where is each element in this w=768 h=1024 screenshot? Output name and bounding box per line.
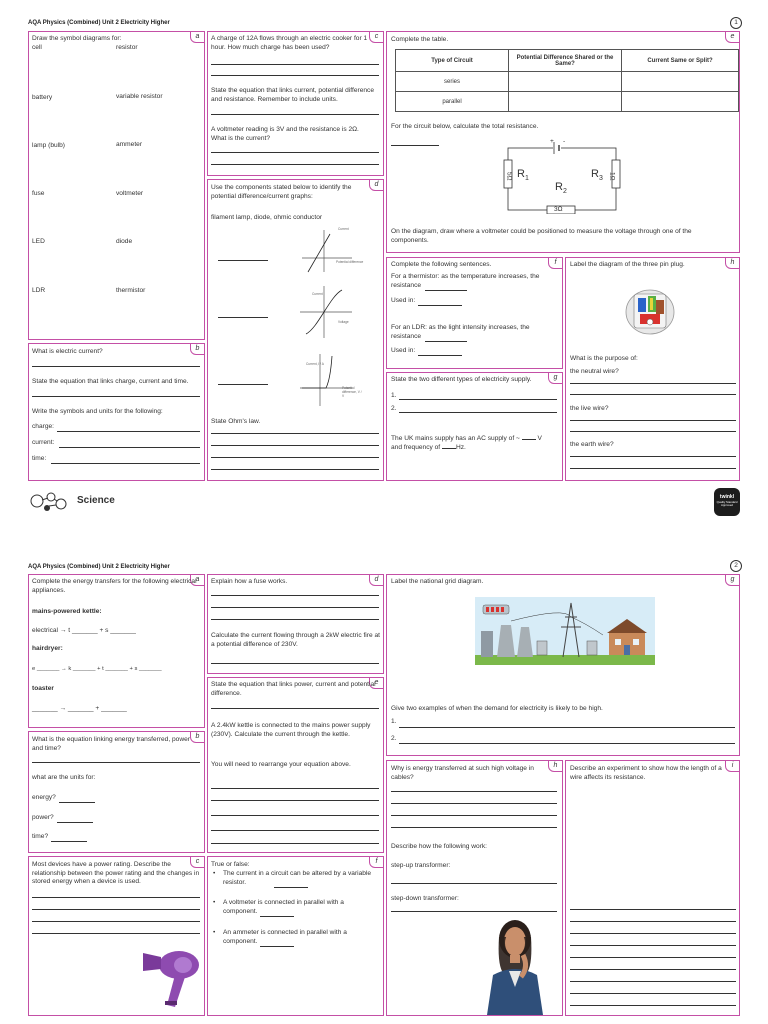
- p2-f-bullet-2: •: [213, 899, 216, 906]
- p2-b-power: power?: [32, 814, 54, 821]
- p1-h-line-6[interactable]: [570, 468, 736, 469]
- p1-e-q2: For the circuit below, calculate the total resistance.: [391, 123, 539, 130]
- p1-e-r2-sub: 2: [562, 188, 567, 196]
- p2-box-g-grid: [386, 574, 740, 756]
- p1-d-g2-top: Current: [312, 292, 323, 296]
- p2-h-q2: Describe how the following work:: [391, 843, 488, 850]
- p2-b-q2: what are the units for:: [32, 774, 96, 781]
- p2-f-b1: The current in a circuit can be altered by a variable resistor.: [223, 870, 372, 886]
- p1-box-f-sentences: [386, 257, 563, 369]
- p1-h-line-4[interactable]: [570, 431, 736, 432]
- p2-box-a-tag: a: [190, 574, 205, 586]
- p2-h-q1: Why is energy transferred at such high voltage in cables?: [391, 765, 534, 781]
- p1-e-r1-value: 5Ω: [505, 172, 513, 181]
- p2-b-q1: What is the equation linking energy transferred, power and time?: [32, 736, 190, 752]
- p1-e-r3-sub: 3: [598, 175, 603, 183]
- p1-g-line-2[interactable]: [399, 412, 557, 413]
- p1-e-minus: -: [563, 138, 566, 145]
- p1-g-q2d: Hz.: [455, 443, 466, 451]
- p1-d-answer-2[interactable]: [218, 317, 268, 318]
- p2-i-q1: Describe an experiment to show how the length of a wire affects its resistance.: [570, 765, 722, 781]
- p2-box-e-tag: e: [369, 677, 384, 689]
- girl-thinking-image: [475, 917, 555, 1015]
- p1-e-r2-value: 3Ω: [554, 206, 563, 213]
- p1-f-line-1[interactable]: [425, 290, 467, 291]
- p1-d-g1-top: Current: [338, 227, 349, 231]
- p2-d-line-1[interactable]: [211, 595, 379, 596]
- p2-g-q2: Give two examples of when the demand for electricity is likely to be high.: [391, 705, 603, 712]
- p1-table-row-parallel: parallel: [396, 92, 509, 112]
- p1-a-left-4: LED: [32, 238, 45, 245]
- p2-i-line-8[interactable]: [570, 993, 736, 994]
- p1-graph-diode: [296, 352, 356, 408]
- p1-e-r1: [517, 168, 529, 185]
- p2-f-line-1[interactable]: [274, 887, 308, 888]
- p2-g-n2: 2.: [391, 735, 397, 742]
- p1-box-c-charge-calc: [207, 31, 384, 176]
- p2-a-toaster-line: _______ → _______ + _______: [32, 705, 127, 712]
- p2-e-q2: A 2.4kW kettle is connected to the mains power supply (230V). Calculate the current through the kettle.: [211, 722, 371, 738]
- p1-h-q4: the live wire?: [570, 405, 609, 412]
- p2-e-line-5[interactable]: [211, 830, 379, 831]
- p2-a-hairdryer-line: e _______ → k _______ + t _______ + s _______: [32, 666, 162, 672]
- p2-a-q1: Complete the energy transfers for the following electrical appliances.: [32, 578, 197, 594]
- p1-e-r1-sub: 1: [524, 175, 529, 183]
- p2-h-line-4[interactable]: [391, 827, 557, 828]
- p2-i-line-5[interactable]: [570, 957, 736, 958]
- p1-h-q1: Label the diagram of the three pin plug.: [570, 261, 685, 268]
- p2-c-line-3[interactable]: [32, 921, 200, 922]
- p2-c-q1: Most devices have a power rating. Describe the relationship between the power rating and the changes in stored energy when a device is used.: [32, 861, 200, 886]
- p2-f-bullet-1: •: [213, 870, 216, 877]
- p1-f-used2: Used in:: [391, 347, 416, 354]
- p2-b-power-line[interactable]: [57, 822, 93, 823]
- p1-box-h-tag: h: [725, 257, 740, 269]
- p1-h-q5: the earth wire?: [570, 441, 614, 448]
- p1-table-row-series: series: [396, 72, 509, 92]
- p1-c-line-4[interactable]: [211, 152, 379, 153]
- p1-a-left-2: lamp (bulb): [32, 142, 65, 149]
- p2-e-line-1[interactable]: [211, 708, 379, 709]
- p1-table-cell-series-pd[interactable]: [509, 72, 622, 92]
- p1-a-right-0: resistor: [116, 44, 138, 51]
- p2-i-line-9[interactable]: [570, 1005, 736, 1006]
- p1-g-blank-hz[interactable]: [442, 448, 456, 449]
- p1-a-left-3: fuse: [32, 190, 45, 197]
- p1-circuit-table: [395, 49, 739, 112]
- p1-table-cell-parallel-pd[interactable]: [509, 92, 622, 112]
- p2-e-line-6[interactable]: [211, 843, 379, 844]
- p1-c-line-3[interactable]: [211, 114, 379, 115]
- p1-f-line-4[interactable]: [418, 355, 462, 356]
- p1-box-e-tag: e: [725, 31, 740, 43]
- p1-e-r2-letter: R: [555, 181, 563, 193]
- science-label: Science: [77, 495, 115, 506]
- p1-b-charge: charge:: [32, 423, 54, 430]
- p2-a-kettle-line: electrical → t _______ + s _______: [32, 627, 136, 634]
- p1-f-q2: For a thermistor: as the temperature increases, the resistance: [391, 273, 540, 289]
- p1-box-a-symbols: [28, 31, 205, 340]
- p1-box-b-tag: b: [190, 343, 205, 355]
- p1-e-r2: [555, 181, 567, 198]
- p1-d-q1: Use the components stated below to identify the potential difference/current graphs:: [211, 184, 352, 200]
- p1-g-q2c: and frequency of: [391, 443, 441, 451]
- p2-g-q1: Label the national grid diagram.: [391, 578, 484, 585]
- p2-c-line-4[interactable]: [32, 933, 200, 934]
- national-grid-image: [475, 597, 655, 665]
- p1-h-line-2[interactable]: [570, 394, 736, 395]
- p1-a-left-0: cell: [32, 44, 42, 51]
- p2-e-line-2[interactable]: [211, 788, 379, 789]
- p2-box-i-tag: i: [725, 760, 740, 772]
- p1-box-a-tag: a: [190, 31, 205, 43]
- p1-d-g1-right: Potential difference: [336, 260, 364, 264]
- p1-a-right-3: voltmeter: [116, 190, 144, 197]
- p1-d-answer-1[interactable]: [218, 260, 268, 261]
- p2-f-line-2[interactable]: [260, 916, 294, 917]
- p2-c-line-2[interactable]: [32, 909, 200, 910]
- p1-h-q2: What is the purpose of:: [570, 355, 638, 362]
- p1-c-line-1[interactable]: [211, 64, 379, 65]
- p1-e-r3-letter: R: [591, 168, 599, 180]
- p1-b-line-1[interactable]: [32, 366, 200, 367]
- p1-b-time-line[interactable]: [51, 463, 200, 464]
- p1-c-q2: State the equation that links current, potential difference and resistance. Remember to include units.: [211, 87, 374, 103]
- p1-box-g-supply: [386, 372, 563, 481]
- p2-c-line-1[interactable]: [32, 897, 200, 898]
- p2-b-energy: energy?: [32, 794, 56, 801]
- p2-box-h-tag: h: [548, 760, 563, 772]
- p2-f-q1: True or false:: [211, 861, 250, 868]
- p1-box-b-current: [28, 343, 205, 481]
- p1-b-current-label: current:: [32, 439, 55, 446]
- p1-d-g3-top: Current, I / A: [306, 362, 324, 366]
- hairdryer-image: [139, 945, 201, 1009]
- page1-number: 1: [730, 17, 742, 29]
- p2-box-c-tag: c: [190, 856, 205, 868]
- plug-image: [624, 284, 676, 336]
- p1-g-q2b: V: [537, 435, 542, 442]
- p1-f-line-3[interactable]: [425, 341, 467, 342]
- p2-b-time-line[interactable]: [51, 841, 87, 842]
- p1-table-header-pd: Potential Difference Shared or the Same?: [509, 50, 622, 72]
- p2-a-toaster: toaster: [32, 685, 54, 692]
- p1-a-right-1: variable resistor: [116, 93, 163, 100]
- p1-c-q3: A voltmeter reading is 3V and the resistance is 2Ω. What is the current?: [211, 126, 359, 142]
- p2-box-d-tag: d: [369, 574, 384, 586]
- p1-d-ohm: State Ohm's law.: [211, 418, 261, 425]
- p1-box-e-circuits: [386, 31, 740, 253]
- p1-d-g2-right: Voltage: [338, 320, 349, 324]
- p2-e-q1: State the equation that links power, current and potential difference.: [211, 681, 376, 697]
- p2-box-f-tag: f: [369, 856, 384, 868]
- p2-box-i-experiment: [565, 760, 740, 1016]
- p1-a-right-2: ammeter: [116, 141, 143, 148]
- p1-b-charge-line[interactable]: [57, 431, 200, 432]
- p2-h-line-2[interactable]: [391, 803, 557, 804]
- p2-i-line-4[interactable]: [570, 945, 736, 946]
- p1-h-line-1[interactable]: [570, 383, 736, 384]
- p2-h-line-6[interactable]: [391, 911, 557, 912]
- p1-f-q3: For an LDR: as the light intensity increases, the resistance: [391, 324, 530, 340]
- p1-e-r3-value: 1Ω: [608, 172, 616, 181]
- p2-d-line-3[interactable]: [211, 619, 379, 620]
- p2-box-a-energy: [28, 574, 205, 728]
- p1-d-line-3[interactable]: [211, 457, 379, 458]
- p2-box-e-kettle: [207, 677, 384, 853]
- p2-e-line-4[interactable]: [211, 815, 379, 816]
- twinkl-badge-text: twinkl: [719, 494, 735, 500]
- p1-box-d-graphs: [207, 179, 384, 481]
- p2-box-c-rating: [28, 856, 205, 1016]
- p2-f-bullet-3: •: [213, 929, 216, 936]
- p2-i-line-1[interactable]: [570, 909, 736, 910]
- p1-e-q1: Complete the table.: [391, 36, 449, 43]
- p1-b-q1: What is electric current?: [32, 348, 103, 355]
- p1-table-header-type: Type of Circuit: [396, 50, 509, 72]
- p1-a-left-5: LDR: [32, 287, 46, 294]
- p1-h-line-3[interactable]: [570, 420, 736, 421]
- p1-a-right-4: diode: [116, 238, 133, 245]
- p2-h-line-3[interactable]: [391, 815, 557, 816]
- p2-box-f-true-false: [207, 856, 384, 1016]
- p2-e-line-3[interactable]: [211, 800, 379, 801]
- p1-f-q1: Complete the following sentences.: [391, 261, 492, 268]
- p2-g-line-1[interactable]: [399, 727, 735, 728]
- page2-header: AQA Physics (Combined) Unit 2 Electricity Higher: [28, 564, 170, 570]
- p2-f-b3: An ammeter is connected in parallel with a component.: [223, 929, 347, 945]
- p1-b-line-2[interactable]: [32, 396, 200, 397]
- p1-f-line-2[interactable]: [418, 305, 462, 306]
- p1-b-time: time:: [32, 455, 47, 462]
- p1-d-line-1[interactable]: [211, 433, 379, 434]
- p2-d-line-4[interactable]: [211, 663, 379, 664]
- p1-table-header-current: Current Same or Split?: [622, 50, 739, 72]
- p2-box-b-power: [28, 731, 205, 853]
- twinkl-badge: [714, 488, 740, 516]
- page2-number: 2: [730, 560, 742, 572]
- p2-h-q3: step-up transformer:: [391, 862, 451, 869]
- p1-b-q2: State the equation that links charge, current and time.: [32, 378, 189, 385]
- p1-a-prompt: Draw the symbol diagrams for:: [32, 35, 122, 42]
- p2-e-q3: You will need to rearrange your equation above.: [211, 761, 351, 768]
- p1-box-c-tag: c: [369, 31, 384, 43]
- p1-b-current-line[interactable]: [59, 447, 200, 448]
- p1-d-line-4[interactable]: [211, 469, 379, 470]
- p2-d-q1: Explain how a fuse works.: [211, 578, 288, 585]
- p1-graph-ohmic: [296, 228, 356, 274]
- p1-box-d-tag: d: [369, 179, 384, 191]
- p1-c-line-2[interactable]: [211, 75, 379, 76]
- p1-h-q3: the neutral wire?: [570, 368, 619, 375]
- p2-f-line-3[interactable]: [260, 946, 294, 947]
- p2-b-line-1[interactable]: [32, 762, 200, 763]
- p2-g-n1: 1.: [391, 718, 397, 725]
- science-logo-icon: [27, 489, 71, 513]
- p1-g-n2: 2.: [391, 405, 397, 412]
- p1-d-line-2[interactable]: [211, 445, 379, 446]
- p1-h-line-5[interactable]: [570, 456, 736, 457]
- p2-h-line-5[interactable]: [391, 883, 557, 884]
- p2-d-line-2[interactable]: [211, 607, 379, 608]
- p1-e-q3: On the diagram, draw where a voltmeter could be positioned to measure the voltage through one of the components.: [391, 228, 692, 244]
- p2-i-line-3[interactable]: [570, 933, 736, 934]
- p2-i-line-6[interactable]: [570, 969, 736, 970]
- p1-table-cell-parallel-current[interactable]: [622, 92, 739, 112]
- p1-g-blank-v[interactable]: [522, 439, 536, 440]
- p1-g-line-1[interactable]: [399, 399, 557, 400]
- p1-g-n1: 1.: [391, 392, 397, 399]
- p1-a-right-5: thermistor: [116, 287, 146, 294]
- p1-graph-filament: [296, 284, 356, 340]
- p2-box-h-transformers: [386, 760, 563, 1016]
- p1-box-h-plug: [565, 257, 740, 481]
- p2-box-d-fuse: [207, 574, 384, 674]
- p1-a-left-1: battery: [32, 94, 53, 101]
- p1-g-q2a: The UK mains supply has an AC supply of ~: [391, 435, 520, 442]
- p1-f-used1: Used in:: [391, 297, 416, 304]
- p1-c-line-5[interactable]: [211, 164, 379, 165]
- p2-a-kettle: mains-powered kettle:: [32, 608, 102, 615]
- p1-e-r3: [591, 168, 603, 185]
- p2-i-line-2[interactable]: [570, 921, 736, 922]
- p1-e-answer-line[interactable]: [391, 145, 439, 146]
- p1-box-g-tag: g: [548, 372, 563, 384]
- p2-h-line-1[interactable]: [391, 791, 557, 792]
- p2-box-g-tag: g: [725, 574, 740, 586]
- p1-e-plus: +: [550, 138, 554, 145]
- p1-d-answer-3[interactable]: [218, 384, 268, 385]
- twinkl-badge-sub: Quality Standard Approved: [716, 500, 738, 508]
- p2-box-b-tag: b: [190, 731, 205, 743]
- p2-a-hairdryer: hairdryer:: [32, 645, 63, 652]
- p2-g-line-2[interactable]: [399, 743, 735, 744]
- p1-g-q1: State the two different types of electricity supply.: [391, 376, 532, 383]
- p1-d-q2: filament lamp, diode, ohmic conductor: [211, 214, 323, 221]
- p1-box-f-tag: f: [548, 257, 563, 269]
- p1-c-q1: A charge of 12A flows through an electric cooker for 1 hour. How much charge has been used?: [211, 35, 368, 51]
- p2-d-q2: Calculate the current flowing through a 2kW electric fire at a potential difference of 230V.: [211, 632, 380, 648]
- p2-b-time: time?: [32, 833, 49, 840]
- p1-g-q2: [391, 435, 559, 452]
- p1-b-q3: Write the symbols and units for the following:: [32, 408, 163, 415]
- p1-e-r1-letter: R: [517, 168, 525, 180]
- p2-b-energy-line[interactable]: [59, 802, 95, 803]
- page1-header: AQA Physics (Combined) Unit 2 Electricity Higher: [28, 20, 170, 26]
- p2-h-q4: step-down transformer:: [391, 895, 459, 902]
- p1-table-cell-series-current[interactable]: [622, 72, 739, 92]
- p1-d-g3-right: Potential difference, V / V: [342, 386, 362, 398]
- p2-i-line-7[interactable]: [570, 981, 736, 982]
- p2-f-b2: A voltmeter is connected in parallel with a component.: [223, 899, 344, 915]
